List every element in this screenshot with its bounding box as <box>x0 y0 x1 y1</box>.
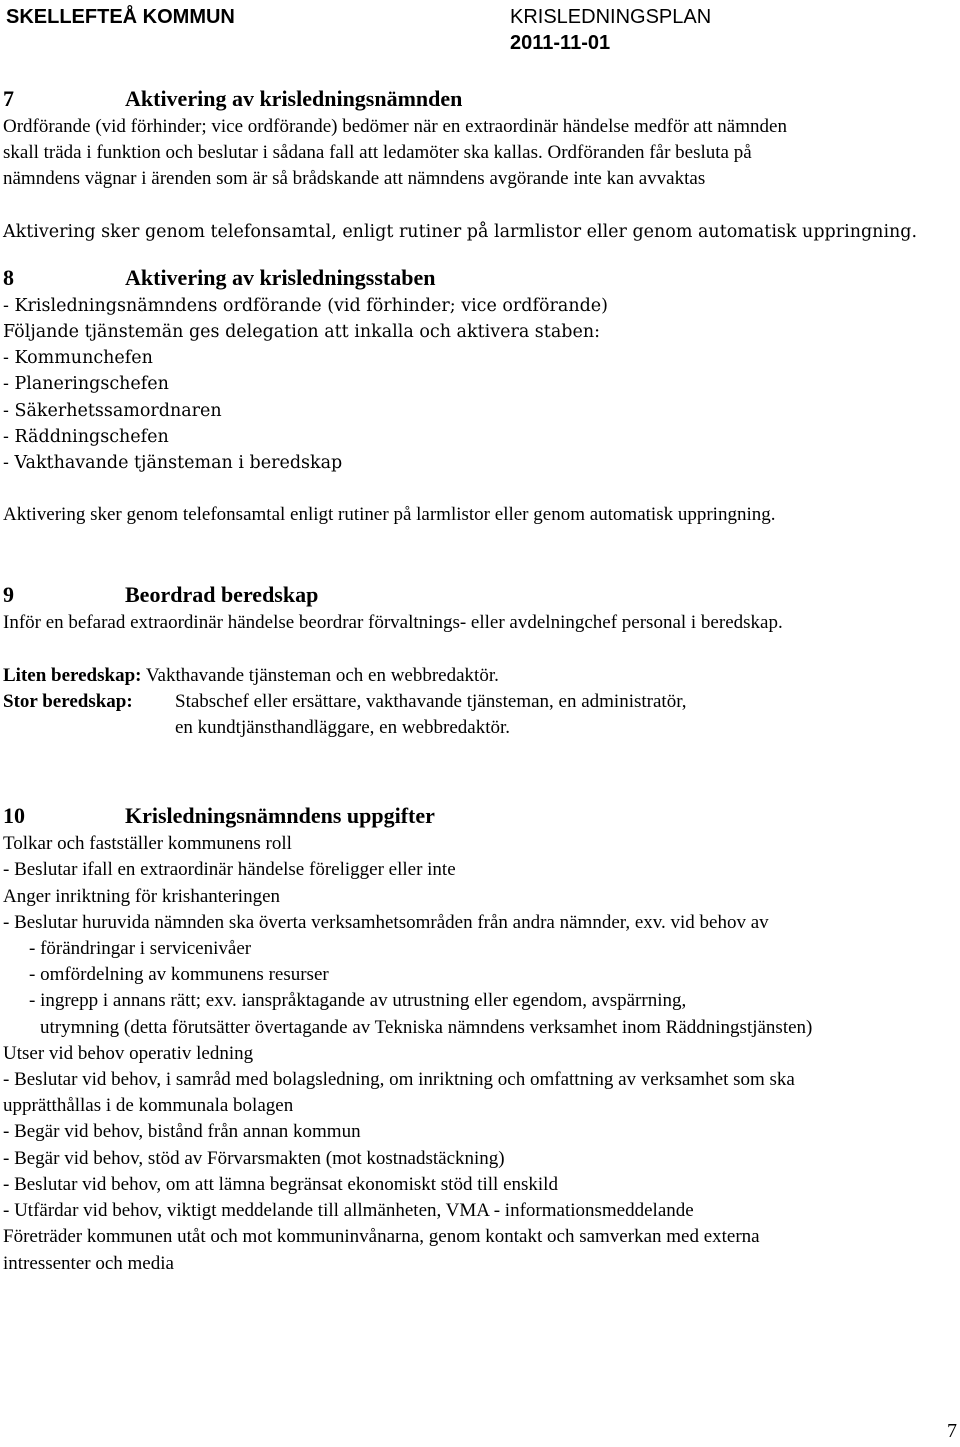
section-title: Aktivering av krisledningsstaben <box>125 264 436 290</box>
header-block <box>510 4 711 56</box>
list-line: - Beslutar ifall en extraordinär händelse föreligger eller inte <box>3 859 456 881</box>
list-line: - Begär vid behov, bistånd från annan kommun <box>3 1121 361 1143</box>
section-number: 10 <box>3 803 25 829</box>
header-document-title: KRISLEDNINGSPLAN <box>510 6 712 28</box>
section-9-heading <box>3 580 958 610</box>
stor-beredskap-continuation: en kundtjänsthandläggare, en webbredaktör. <box>175 717 511 739</box>
header-organization: SKELLEFTEÅ KOMMUN <box>6 6 235 28</box>
stor-beredskap-line <box>3 689 958 715</box>
list-item: - Planeringschefen <box>3 374 169 395</box>
list-item: - Säkerhetssamordnaren <box>3 400 222 421</box>
stor-beredskap-text: Stabschef eller ersättare, vakthavande tjänsteman, en administratör, <box>175 690 687 712</box>
list-item: - Kommunchefen <box>3 348 153 369</box>
list-item: - Räddningschefen <box>3 426 169 447</box>
section-8-heading <box>3 263 958 293</box>
liten-beredskap-label: Liten beredskap: <box>3 664 142 686</box>
paragraph-line: skall träda i funktion och beslutar i sådana fall att ledamöter ska kallas. Ordföranden får besluta på <box>3 142 752 164</box>
list-line: - Utfärdar vid behov, viktigt meddelande till allmänheten, VMA - informationsmeddelande <box>3 1200 694 1222</box>
list-line: - Beslutar vid behov, i samråd med bolagsledning, om inriktning och omfattning av verksamhet som ska <box>3 1069 795 1091</box>
paragraph-line: Ordförande (vid förhinder; vice ordförande) bedömer när en extraordinär händelse medför att nämnden <box>3 116 787 137</box>
list-line: Anger inriktning för krishanteringen <box>3 885 281 907</box>
paragraph-line: nämndens vägnar i ärenden som är så brådskande att nämndens avgörande inte kan avvaktas <box>3 168 706 190</box>
sub-list-item: - förändringar i servicenivåer <box>29 938 252 960</box>
list-line: upprätthållas i de kommunala bolagen <box>3 1095 294 1117</box>
section-number: 7 <box>3 86 14 111</box>
section-number: 8 <box>3 264 14 290</box>
section-7-heading <box>3 84 958 114</box>
list-line: - Krisledningsnämndens ordförande (vid förhinder; vice ordförande) <box>3 295 608 316</box>
activation-text: Aktivering sker genom telefonsamtal enligt rutiner på larmlistor eller genom automatisk uppringning. <box>3 504 776 526</box>
list-line: Utser vid behov operativ ledning <box>3 1042 254 1064</box>
section-title: Beordrad beredskap <box>125 582 319 608</box>
liten-beredskap-line <box>3 663 958 689</box>
list-line: Tolkar och fastställer kommunens roll <box>3 833 292 855</box>
liten-beredskap-text: Vakthavande tjänsteman och en webbredaktör. <box>141 664 499 686</box>
activation-text: Aktivering sker genom telefonsamtal, enligt rutiner på larmlistor eller genom automatisk uppringning. <box>3 221 918 242</box>
document-body <box>3 84 958 1277</box>
list-line: - Beslutar vid behov, om att lämna begränsat ekonomiskt stöd till enskild <box>3 1173 558 1195</box>
section-title: Krisledningsnämndens uppgifter <box>125 803 435 829</box>
list-line: - Beslutar huruvida nämnden ska överta verksamhetsområden från andra nämnder, exv. vid behov av <box>3 911 769 933</box>
list-line: Följande tjänstemän ges delegation att inkalla och aktivera staben: <box>3 322 600 343</box>
stor-beredskap-label: Stor beredskap: <box>3 690 133 712</box>
list-item: - Vakthavande tjänsteman i beredskap <box>3 453 343 474</box>
list-line: - Begär vid behov, stöd av Förvarsmakten (mot kostnadstäckning) <box>3 1147 505 1169</box>
section-10-heading <box>3 801 958 831</box>
sub-list-continuation: utrymning (detta förutsätter övertagande av Tekniska nämndens verksamhet inom Räddningstjänsten) <box>40 1016 813 1038</box>
sub-list-item: - omfördelning av kommunens resurser <box>29 964 329 986</box>
header-date: 2011-11-01 <box>510 32 611 54</box>
section-number: 9 <box>3 582 14 608</box>
list-line: intressenter och media <box>3 1252 174 1274</box>
list-line: Företräder kommunen utåt och mot kommuninvånarna, genom kontakt och samverkan med externa <box>3 1226 760 1248</box>
sub-list-item: - ingrepp i annans rätt; exv. ianspråktagande av utrustning eller egendom, avspärrning, <box>29 990 687 1012</box>
paragraph-line: Inför en befarad extraordinär händelse beordrar förvaltnings- eller avdelningchef personal i beredskap. <box>3 612 783 634</box>
page-number: 7 <box>947 1420 957 1442</box>
section-title: Aktivering av krisledningsnämnden <box>125 86 463 111</box>
